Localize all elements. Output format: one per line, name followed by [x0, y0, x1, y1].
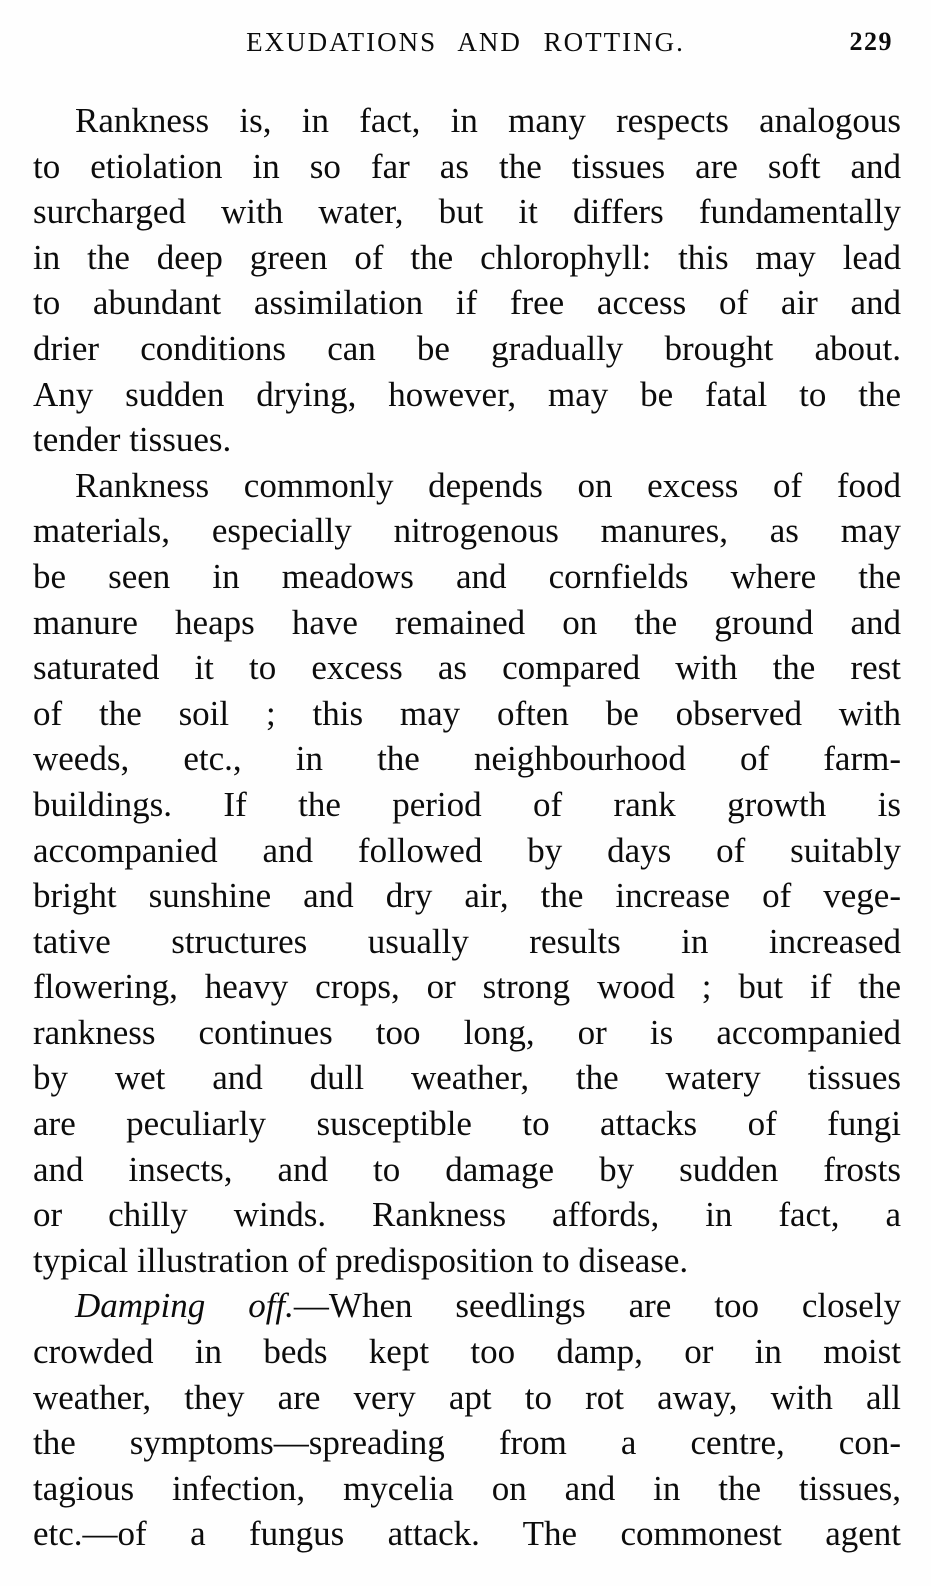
text-line: buildings. If the period of rank growth is	[33, 784, 901, 824]
text-line: to abundant assimilation if free access of air and	[33, 283, 901, 323]
text-line: materials, especially nitrogenous manures, as may	[33, 511, 901, 551]
text-line: Any sudden drying, however, may be fatal to the	[33, 374, 901, 414]
text-line: or chilly winds. Rankness affords, in fact, a	[33, 1195, 901, 1235]
text-line: weather, they are very apt to rot away, with all	[33, 1377, 901, 1417]
text-line: tative structures usually results in increased	[33, 921, 901, 961]
text-line: tender tissues.	[33, 420, 232, 460]
text-line: bright sunshine and dry air, the increase of vege-	[33, 876, 901, 916]
text-line: the symptoms—spreading from a centre, con-	[33, 1423, 901, 1463]
text-line: surcharged with water, but it differs fundamentally	[33, 192, 901, 232]
text-line: typical illustration of predisposition to disease.	[33, 1240, 689, 1280]
paragraph-2	[33, 463, 901, 1284]
text-line: and insects, and to damage by sudden frosts	[33, 1149, 901, 1189]
text-line: flowering, heavy crops, or strong wood ; but if the	[33, 967, 901, 1007]
text-line: saturated it to excess as compared with the rest	[33, 648, 901, 688]
text-line: by wet and dull weather, the watery tissues	[33, 1058, 901, 1098]
text-line: are peculiarly susceptible to attacks of fungi	[33, 1104, 901, 1144]
text-line: drier conditions can be gradually brought about.	[33, 328, 901, 368]
text-line: weeds, etc., in the neighbourhood of farm-	[33, 739, 901, 779]
page-title: EXUDATIONS AND ROTTING.	[246, 27, 685, 57]
text-line: crowded in beds kept too damp, or in moist	[33, 1332, 901, 1372]
text-line	[33, 1283, 901, 1329]
text-line: to etiolation in so far as the tissues are soft and	[33, 146, 901, 186]
text-line: rankness continues too long, or is accompanied	[33, 1012, 901, 1052]
text-line: Rankness commonly depends on excess of food	[75, 465, 901, 505]
text-line: accompanied and followed by days of suitably	[33, 830, 901, 870]
paragraph-lead-rest: —When seedlings are too closely	[293, 1286, 901, 1326]
paragraph-1	[33, 98, 901, 463]
paragraph-lead-italic: Damping off.	[75, 1286, 294, 1326]
text-line: of the soil ; this may often be observed with	[33, 693, 901, 733]
text-line: be seen in meadows and cornfields where the	[33, 556, 901, 596]
text-line: etc.—of a fungus attack. The commonest agent	[33, 1514, 901, 1554]
text-line: manure heaps have remained on the ground and	[33, 602, 901, 642]
page-number: 229	[849, 27, 893, 56]
text-line: Rankness is, in fact, in many respects analogous	[75, 101, 901, 140]
text-line: in the deep green of the chlorophyll: this may lead	[33, 237, 901, 277]
running-header	[0, 0, 931, 61]
paragraph-3	[33, 1283, 901, 1557]
text-line: tagious infection, mycelia on and in the tissues,	[33, 1468, 901, 1508]
body-text	[0, 98, 931, 1557]
